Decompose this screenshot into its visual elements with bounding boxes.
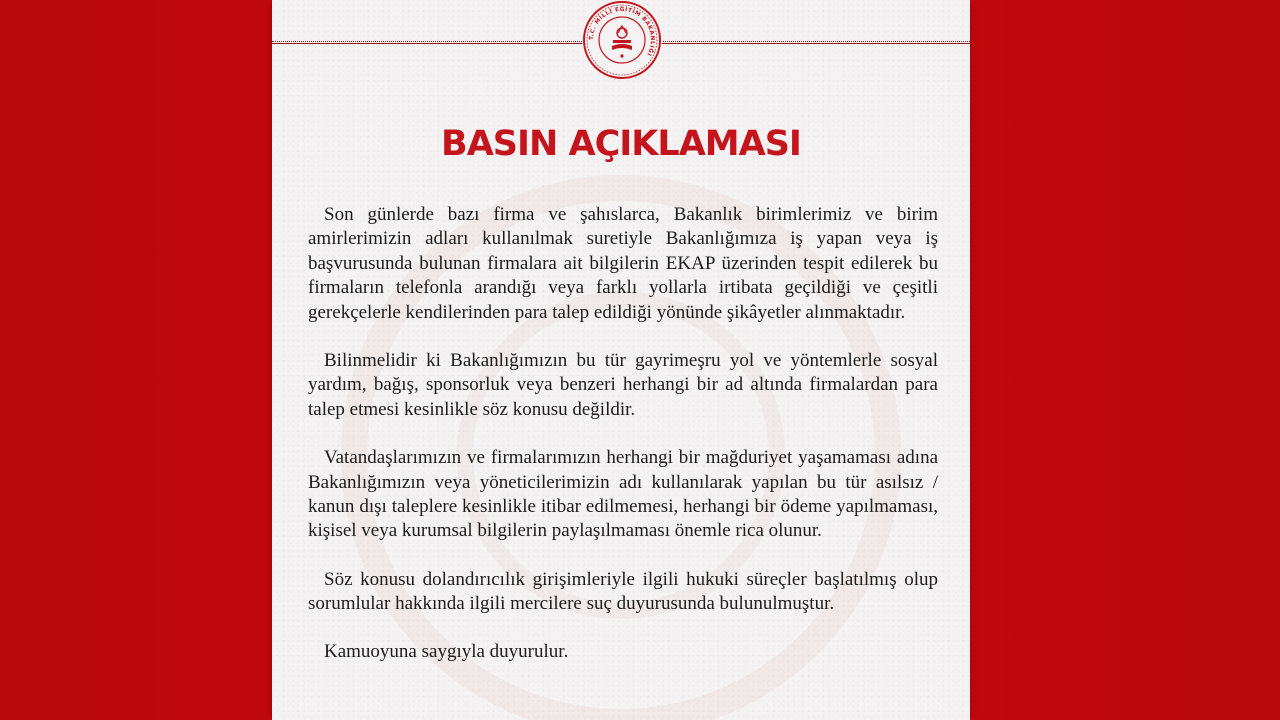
page-title: BASIN AÇIKLAMASI xyxy=(441,124,801,164)
seal-text: T.C. MİLLÎ EĞİTİM BAKANLIĞI xyxy=(588,6,656,57)
paragraph-3: Vatandaşlarımızın ve firmalarımızın herhangi bir mağduriyet yaşamaması adına Bakanlığımızın veya yöneticilerimizin adı kullanılarak yapılan bu tür asılsız / kanun dışı taleplere kesinlikle itibar edilmemesi, herhangi bir ödeme yapılmaması, kişisel veya kurumsal bilgilerin paylaşılmaması önemle rica olunur. xyxy=(308,447,938,542)
paragraph-1: Son günlerde bazı firma ve şahıslarca, Bakanlık birimlerimiz ve birim amirlerimizin adları kullanılmak suretiyle Bakanlığımıza iş yapan veya iş başvurusunda bulunan firmalara ait bilgilerin EKAP üzerinden tespit edilerek bu firmaların telefonla arandığı veya farklı yollarla irtibata geçildiği ve çeşitli gerekçelerle kendilerinden para talep edildiği yönünde şikâyetler alınmaktadır. xyxy=(308,204,938,323)
press-release-paper xyxy=(272,0,970,720)
paragraph-2: Bilinmelidir ki Bakanlığımızın bu tür gayrimeşru yol ve yöntemlerle sosyal yardım, bağış, sponsorluk veya benzeri herhangi bir ad altında firmalardan para talep etmesi kesinlikle söz konusu değildir. xyxy=(308,350,938,420)
paragraph-4: Söz konusu dolandırıcılık girişimleriyle ilgili hukuki süreçler başlatılmış olup sorumlular hakkında ilgili mercilere suç duyurusunda bulunulmuştur. xyxy=(308,568,938,615)
press-release-body xyxy=(308,203,938,688)
ministry-seal-icon xyxy=(582,0,662,80)
closing-line: Kamuoyuna saygıyla duyurulur. xyxy=(324,640,569,662)
